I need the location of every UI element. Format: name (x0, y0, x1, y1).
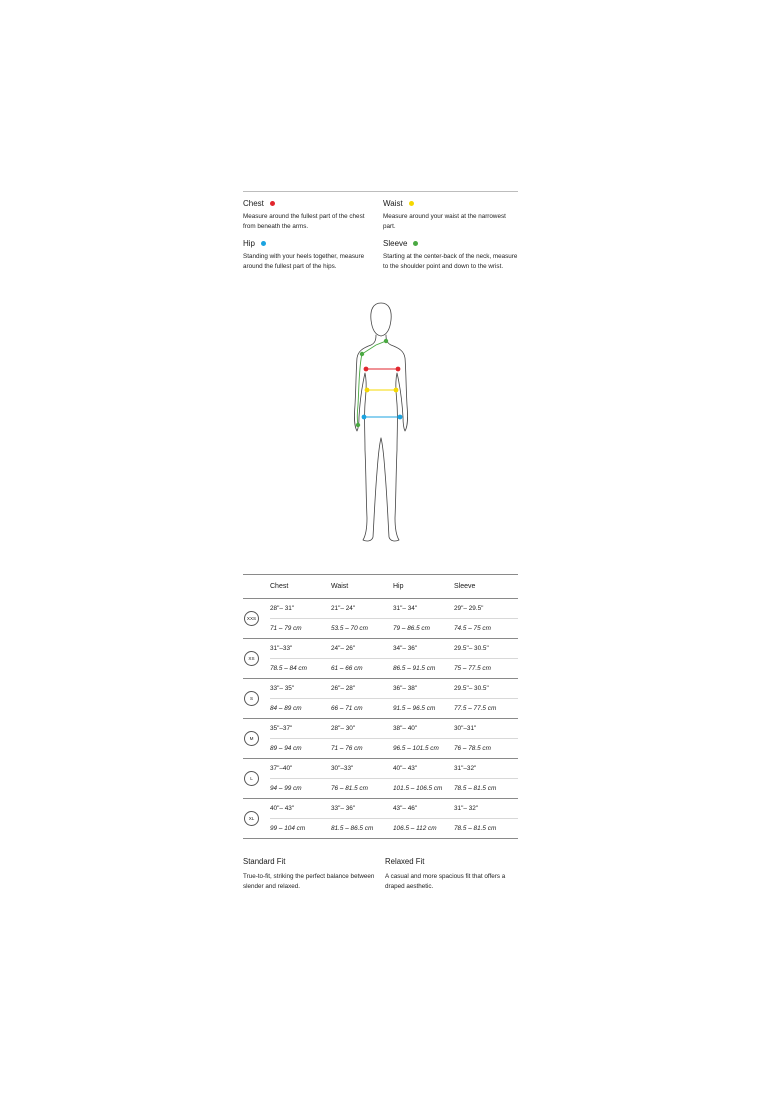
metric-cell: 77.5 – 77.5 cm (454, 699, 518, 719)
metric-cell: 76 – 78.5 cm (454, 739, 518, 759)
metric-cell: 78.5 – 81.5 cm (454, 779, 518, 799)
size-badge: M (244, 731, 259, 746)
imperial-cell: 29"– 29.5" (454, 599, 518, 619)
header-sleeve: Sleeve (454, 575, 518, 599)
imperial-cell: 29.5"– 30.5" (454, 679, 518, 699)
table-row (243, 819, 518, 839)
metric-cell: 78.5 – 84 cm (270, 659, 331, 679)
fit-relaxed (385, 857, 520, 891)
metric-cell: 89 – 94 cm (270, 739, 331, 759)
metric-cell: 106.5 – 112 cm (393, 819, 454, 839)
imperial-cell: 40"– 43" (270, 799, 331, 819)
size-badge-cell (243, 679, 270, 719)
imperial-cell: 30"–33" (331, 759, 393, 779)
imperial-cell: 35"–37" (270, 719, 331, 739)
legend-waist-title: Waist (383, 198, 403, 208)
metric-cell: 71 – 76 cm (331, 739, 393, 759)
metric-cell: 66 – 71 cm (331, 699, 393, 719)
imperial-cell: 31"– 32" (454, 799, 518, 819)
metric-cell: 53.5 – 70 cm (331, 619, 393, 639)
header-size (243, 575, 270, 599)
size-badge: XL (244, 811, 259, 826)
imperial-cell: 33"– 36" (331, 799, 393, 819)
legend-hip (243, 237, 378, 271)
table-row (243, 599, 518, 619)
metric-cell: 86.5 – 91.5 cm (393, 659, 454, 679)
table-row (243, 659, 518, 679)
table-row (243, 799, 518, 819)
fit-relaxed-title: Relaxed Fit (385, 857, 425, 866)
fit-standard-title: Standard Fit (243, 857, 286, 866)
size-badge: XS (244, 651, 259, 666)
legend-chest-title: Chest (243, 198, 264, 208)
imperial-cell: 26"– 28" (331, 679, 393, 699)
table-row (243, 639, 518, 659)
size-badge-cell (243, 799, 270, 839)
table-row (243, 719, 518, 739)
imperial-cell: 33"– 35" (270, 679, 331, 699)
metric-cell: 76 – 81.5 cm (331, 779, 393, 799)
imperial-cell: 31"–32" (454, 759, 518, 779)
legend-chest-description: Measure around the fullest part of the chest from beneath the arms. (243, 213, 365, 230)
chest-dot-icon (270, 201, 275, 206)
table-row (243, 779, 518, 799)
imperial-cell: 36"– 38" (393, 679, 454, 699)
size-badge: S (244, 691, 259, 706)
top-divider (243, 191, 518, 192)
metric-cell: 96.5 – 101.5 cm (393, 739, 454, 759)
sleeve-dot-icon (413, 241, 418, 246)
imperial-cell: 31"– 34" (393, 599, 454, 619)
size-badge-cell (243, 639, 270, 679)
metric-cell: 101.5 – 106.5 cm (393, 779, 454, 799)
body-silhouette-icon (345, 300, 417, 545)
metric-cell: 78.5 – 81.5 cm (454, 819, 518, 839)
metric-cell: 61 – 66 cm (331, 659, 393, 679)
legend-hip-description: Standing with your heels together, measure around the fullest part of the hips. (243, 253, 365, 270)
metric-cell: 94 – 99 cm (270, 779, 331, 799)
legend-chest (243, 197, 378, 231)
imperial-cell: 28"– 31" (270, 599, 331, 619)
header-chest: Chest (270, 575, 331, 599)
header-hip: Hip (393, 575, 454, 599)
imperial-cell: 31"–33" (270, 639, 331, 659)
imperial-cell: 30"–31" (454, 719, 518, 739)
fit-standard-description: True-to-fit, striking the perfect balance between slender and relaxed. (243, 873, 375, 890)
imperial-cell: 38"– 40" (393, 719, 454, 739)
imperial-cell: 37"–40" (270, 759, 331, 779)
size-chart-table (243, 574, 518, 839)
table-row (243, 739, 518, 759)
metric-cell: 84 – 89 cm (270, 699, 331, 719)
metric-cell: 74.5 – 75 cm (454, 619, 518, 639)
sleeve-measure-line (356, 339, 388, 427)
metric-cell: 75 – 77.5 cm (454, 659, 518, 679)
table-row (243, 759, 518, 779)
header-waist: Waist (331, 575, 393, 599)
size-badge-cell (243, 599, 270, 639)
imperial-cell: 24"– 26" (331, 639, 393, 659)
legend-sleeve-description: Starting at the center-back of the neck, measure to the shoulder point and down to the wrist. (383, 253, 518, 270)
table-header-row (243, 575, 518, 599)
metric-cell: 71 – 79 cm (270, 619, 331, 639)
fit-relaxed-description: A casual and more spacious fit that offers a draped aesthetic. (385, 873, 506, 890)
size-badge: XXS (244, 611, 259, 626)
hip-measure-line (362, 415, 403, 420)
imperial-cell: 34"– 36" (393, 639, 454, 659)
imperial-cell: 43"– 46" (393, 799, 454, 819)
legend-hip-title: Hip (243, 238, 256, 248)
table-row (243, 679, 518, 699)
table-row (243, 619, 518, 639)
waist-dot-icon (409, 201, 414, 206)
metric-cell: 79 – 86.5 cm (393, 619, 454, 639)
metric-cell: 99 – 104 cm (270, 819, 331, 839)
imperial-cell: 28"– 30" (331, 719, 393, 739)
imperial-cell: 21"– 24" (331, 599, 393, 619)
legend-sleeve (383, 237, 518, 271)
legend-waist-description: Measure around your waist at the narrowest part. (383, 213, 506, 230)
hip-dot-icon (261, 241, 266, 246)
metric-cell: 81.5 – 86.5 cm (331, 819, 393, 839)
metric-cell: 91.5 – 96.5 cm (393, 699, 454, 719)
imperial-cell: 40"– 43" (393, 759, 454, 779)
legend-sleeve-title: Sleeve (383, 238, 408, 248)
legend-waist (383, 197, 518, 231)
imperial-cell: 29.5"– 30.5" (454, 639, 518, 659)
chest-measure-line (364, 367, 401, 372)
size-badge-cell (243, 719, 270, 759)
size-badge-cell (243, 759, 270, 799)
size-badge: L (244, 771, 259, 786)
table-row (243, 699, 518, 719)
waist-measure-line (365, 388, 399, 393)
fit-standard (243, 857, 378, 891)
